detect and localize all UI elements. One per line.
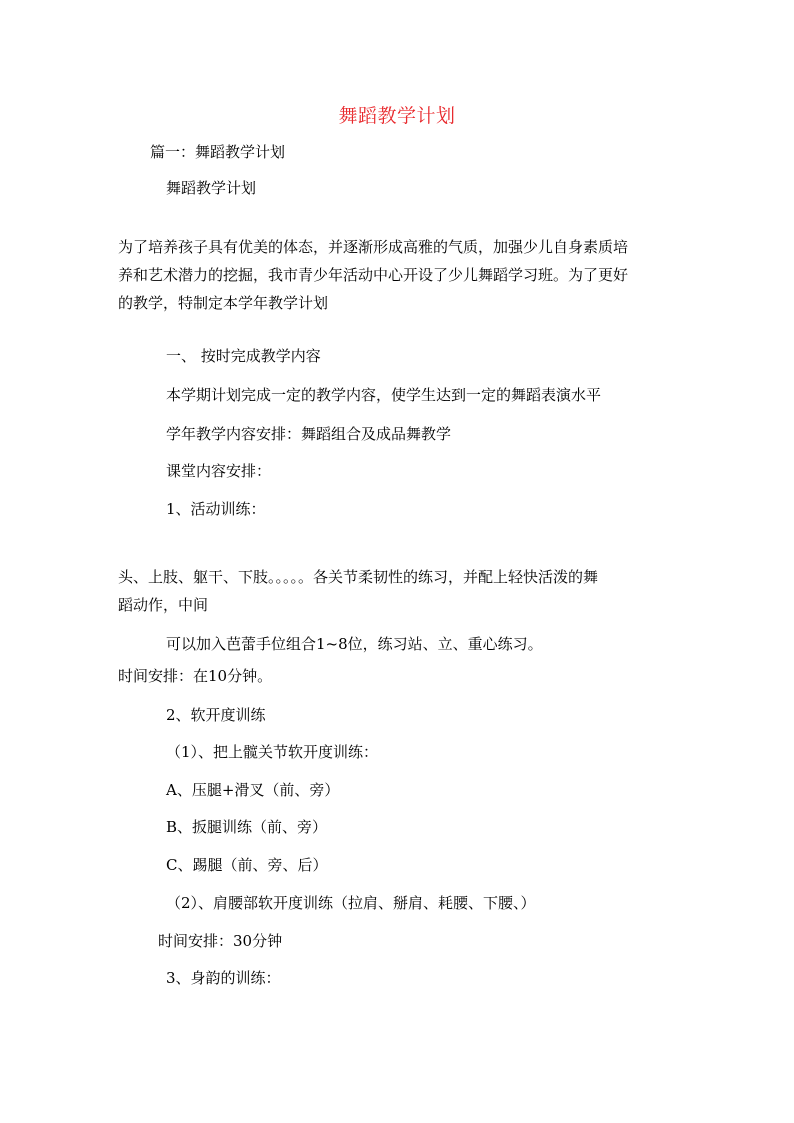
item2-b: B、扳腿训练（前、旁） [166, 818, 328, 836]
item2-time: 时间安排：30分钟 [158, 932, 283, 950]
document-title: 舞蹈教学计划 [338, 105, 456, 127]
item2-sub1: （1）、把上髋关节软开度训练： [166, 743, 379, 761]
intro-paragraph [118, 233, 678, 317]
item1-body [118, 563, 678, 619]
intro-line: 的教学，特制定本学年教学计划 [118, 294, 329, 312]
item3-title: 3、身韵的训练： [166, 969, 281, 987]
heading: 篇一：舞蹈教学计划 [150, 143, 286, 161]
class-content-text: 课堂内容安排： [166, 462, 272, 480]
intro-line: 为了培养孩子具有优美的体态，并逐渐形成高雅的气质，加强少儿自身素质培 [118, 238, 629, 256]
year-content-text: 学年教学内容安排：舞蹈组合及成品舞教学 [166, 425, 452, 443]
item1-extra: 可以加入芭蕾手位组合1~8位，练习站、立、重心练习。 [166, 635, 543, 653]
item1-body-line: 头、上肢、躯干、下肢。。。。。各关节柔韧性的练习，并配上轻快活泼的舞 [118, 568, 599, 586]
item2-a: A、压腿+滑叉（前、旁） [166, 781, 340, 799]
item1-body-line: 蹈动作，中间 [118, 596, 209, 614]
item1-time: 时间安排：在10分钟。 [118, 667, 273, 685]
intro-line: 养和艺术潜力的挖掘，我市青少年活动中心开设了少儿舞蹈学习班。为了更好 [118, 266, 629, 284]
goal-text: 本学期计划完成一定的教学内容，使学生达到一定的舞蹈表演水平 [166, 386, 602, 404]
item2-title: 2、软开度训练 [166, 706, 266, 724]
item2-sub2: （2）、肩腰部软开度训练（拉肩、掰肩、耗腰、下腰、） [166, 894, 536, 912]
subheading: 舞蹈教学计划 [166, 179, 257, 197]
item1-title: 1、活动训练： [166, 500, 266, 518]
section-one-heading: 一、 按时完成教学内容 [166, 347, 321, 365]
item2-c: C、踢腿（前、旁、后） [166, 856, 328, 874]
